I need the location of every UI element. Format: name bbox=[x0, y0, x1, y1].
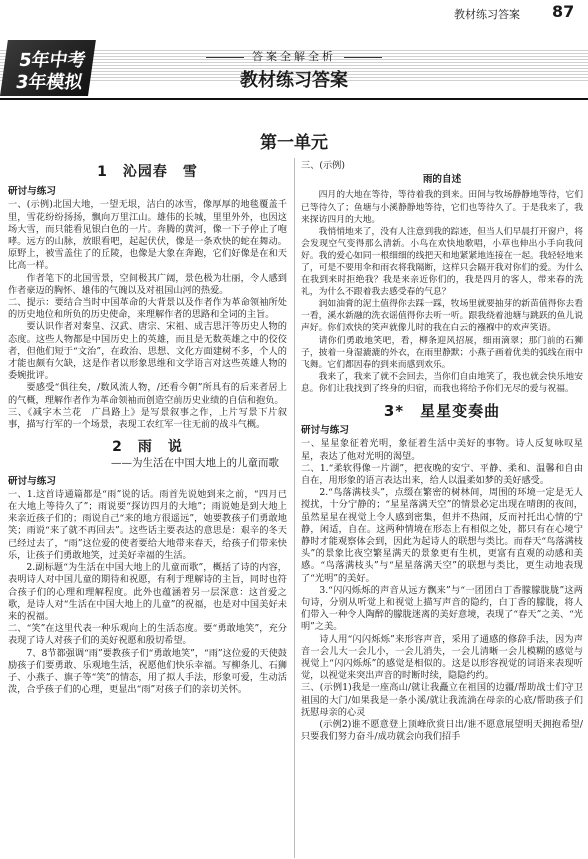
lesson-3-answer-3-1: 三、(示例1)我是一座高山/就让我矗立在祖国的边疆/帮助战士们守卫祖国的大门/如果我是一条小溪/就让我流淌在母亲的心底/帮助孩子们抚慰母亲的心灵 bbox=[301, 682, 583, 718]
lesson-1-answer-2b: 要认识作者对秦皇、汉武、唐宗、宋祖、成吉思汗等历史人物的态度。这些人物都是中国历史上的英雄，而且是无数英雄之中的佼佼者，但他们短于“文治”，在政治、思想、文化方面建树不多，个人的才能也颇有欠缺，这是作者以形象思维和文学语言对这些英雄人物的委婉批评。 bbox=[8, 321, 287, 382]
lesson-3-section-head: 研讨与练习 bbox=[301, 425, 349, 437]
essay-paragraph: 润如油膏的泥土值得你去踩一踩，牧场里就要抽芽的新苗值得你去看一看，溪水新融的洗衣谣值得你去听一听。跟我绕着池塘与跳跃的鱼儿说声好。你们欢快的笑声就像儿时的我在白云的襁褓中的欢声笑语。 bbox=[301, 299, 583, 334]
lesson-1-answer-2c: 要感受“俱往矣，/数风流人物，/还看今朝”所具有的后来者居上的气概，理解作者作为革命领袖而创造空前历史业绩的自信和抱负。 bbox=[8, 382, 287, 406]
banner-title: 教材练习答案 bbox=[240, 70, 348, 91]
lesson-3-answer-2-3: 3.“闪闪烁烁的声音从远方飘来”与“一团团白丁香朦朦胧胧”这两句诗，分别从听觉上和视觉上描写声音的隐约，白丁香的朦胧，将人们带入一种令人陶醉的朦胧迷离的美好意境，表现了“春天”之美、“光明”之美。 bbox=[301, 584, 583, 633]
essay-body bbox=[301, 189, 583, 395]
lesson-2-title: 2 雨 说 bbox=[112, 439, 183, 456]
lesson-1-title: 1 沁园春 雪 bbox=[97, 164, 198, 180]
column-divider bbox=[294, 158, 295, 858]
lesson-3-answer-3-2: (示例2)谁不愿意登上顶峰欣赏日出/谁不愿意展望明天拥抱希望/只要我们努力奋斗/成功就会向我们招手 bbox=[301, 719, 583, 743]
essay-paragraph: 四月的大地在等待，等待着我的到来。田间与牧场静静地等待，它们已等待久了；鱼塘与小溪静静地等待，它们也等待久了。于是我来了，我来探访四月的大地。 bbox=[301, 190, 583, 225]
logo-text-2: 3年模拟 bbox=[14, 72, 84, 93]
lesson-2-subtitle: ——为生活在中国大地上的儿童而歌 bbox=[111, 457, 279, 470]
lesson-3-answer-1: 一、星星象征着光明，象征着生活中美好的事物。诗人反复咏叹星星，表达了他对光明的渴望。 bbox=[301, 438, 583, 462]
lesson-1-section-head: 研讨与练习 bbox=[8, 186, 56, 198]
right-column bbox=[301, 160, 583, 743]
essay-paragraph: 我来了，我来了就不会回去，当你们自由地笑了，我也就会快乐地安息。你们让我找到了终身的归宿，而我也将给予你们无尽的爱与祝福。 bbox=[301, 371, 583, 394]
lesson-1-answer-2: 二、提示：要结合当时中国革命的大背景以及作者作为革命领袖所处的历史地位和所负的历史使命，来理解作者的思路和全词的主旨。 bbox=[8, 297, 287, 321]
lesson-2-answer-1: 一、1.这首诗通篇都是“雨”说的话。雨首先说她到来之前，“四月已在大地上等待久了”；雨说要“探访四月的大地”；雨说她是到大地上来亲近孩子们的；雨说自己“来的地方很遥远”，她要教孩子们勇敢地笑；雨说“来了就不再回去”。这些话主要表达的意思是：艰辛的冬天已经过去了，“雨”这位爱的使者要给大地带来春天，给孩子们带来快乐，让孩子们勇敢地笑，过美好幸福的生活。 bbox=[8, 488, 287, 561]
lesson-3-answer-2-3b: 诗人用“闪闪烁烁”来形容声音，采用了通感的修辞手法，因为声音一会儿大一会儿小，一会儿消失，一会儿清晰一会儿模糊的感觉与视觉上“闪闪烁烁”的感觉是相似的。这是以形容视觉的词语来表现听觉，以视觉来突出声音的时断时续，隐隐约约。 bbox=[301, 633, 583, 682]
lesson-1-answer-1b: 作者笔下的北国雪景，空间极其广阔，景色极为壮丽，令人感到作者豪迈的胸怀、雄伟的气魄以及对祖国山河的热爱。 bbox=[8, 272, 287, 296]
lesson-2-answer-2b: 7、8节都强调“雨”要教孩子们“勇敢地笑”，“雨”这位爱的天使鼓励孩子们要勇敢、乐观地生活，祝愿他们快乐幸福。写柳条儿、石狮子、小燕子、旗子等“笑”的情态，用了拟人手法，形象可爱，生动活泼，合乎孩子们的心理，更显出“雨”对孩子们的亲切关怀。 bbox=[8, 647, 287, 696]
lesson-3-answer-2-2: 2.“鸟落满枝头”，点缀在繁密的树林间，周围的环境一定是无人搅扰，十分宁静的；“星星落满天空”的情景必定出现在晴朗的夜间，虽然星星在视觉上令人感到密集，但并不热闹，反而衬托出心情的宁静，闲适，自在。这两种情境在形态上有相似之处，都只有在心境宁静时才能观察体会到，因此为起诗人的联想与类比。而春天“鸟落满枝头”的景象比夜空繁星满天的景象更有生机，更富有直观的动感和美感。“鸟落满枝头”与“星星落满天空”的联想与类比，更生动地表现了“光明”的美好。 bbox=[301, 487, 583, 584]
unit-title: 第一单元 bbox=[260, 133, 328, 153]
lesson-3-answer-2-1: 二、1.“柔软得像一片湖”，把夜晚的安宁、平静、柔和、温馨和自由自在，用形象的语言表达出来，给人以温柔如梦的美好感受。 bbox=[301, 462, 583, 487]
essay-paragraph: 请你们勇敢地笑吧，看，柳条迎风招展，细雨滴翠；那门前的石狮子，披着一身湿漉漉的外衣，在雨里静默；小燕子画着优美的弧线在雨中飞舞。它们都因春的到来而感到欢乐。 bbox=[301, 335, 583, 370]
running-title: 教材练习答案 bbox=[454, 8, 520, 21]
page-header bbox=[0, 0, 588, 30]
page-number: 87 bbox=[552, 2, 575, 21]
left-column bbox=[8, 160, 287, 696]
lesson-2-answer-1b: 2.副标题“为生活在中国大地上的儿童而歌”，概括了诗的内容，表明诗人对中国儿童的期待和祝愿，有利于理解诗的主旨，同时也符合孩子们的心理和理解程度。此外也蕴涵着另一层深意：这首爱之歌，是诗人对“生活在中国大地上的儿童”的祝福，也是对中国美好未来的祝福。 bbox=[8, 562, 287, 622]
essay-paragraph: 我悄悄地来了，没有人注意到我的踪迹，但当人们早晨打开窗户，将会发现空气变得那么清新。小鸟在欢快地歌唱，小草也伸出小手向我问好。我的爱心如同一根细细的线把天和地紧紧地连接在一起。我轻轻地来了，可是不要用伞和雨衣将我隔断，这样只会隔开我对你们的爱。为什么在我到来时拒绝我？我是来亲近你们的，我是四月的客人，带来春的洗礼，为什么不跟着我去感受春的气息？ bbox=[301, 226, 583, 298]
essay-title: 雨的自述 bbox=[422, 174, 462, 186]
lesson-3-title: 3* 星星变奏曲 bbox=[383, 402, 501, 420]
lesson-2-answer-2: 二、“笑”在这里代表一种乐观向上的生活态度。要“勇敢地笑”，充分表现了诗人对孩子们的美好祝愿和殷切希望。 bbox=[8, 623, 287, 647]
lesson-2-answer-3-label: 三、(示例) bbox=[301, 160, 345, 171]
lesson-1-answer-1: 一、(示例)北国大地，一望无垠，洁白的冰雪，像厚厚的地毯覆盖千里，雪花纷纷扬扬，飘向万里江山。雄伟的长城，里里外外，也因这场大雪，而只能看见银白色的一片。奔腾的黄河，像一下子停止了咆哮。远方的山脉，放眼看吧，起起伏伏，像是一条欢快的蛇在舞动。原野上，被雪盖住了的丘陵，也像是大象在奔跑，它们好像是在和天比高一样。 bbox=[8, 199, 287, 272]
logo-text-1: 5年中考 bbox=[17, 50, 87, 71]
banner-rule bbox=[0, 98, 588, 100]
section-banner bbox=[0, 34, 588, 104]
lesson-1-answer-3: 三、《减字木兰花 广昌路上》是写景叙事之作，上片写景下片叙事，描写行军的一个场景，表现工农红军一往无前的战斗气概。 bbox=[8, 406, 287, 431]
lesson-2-section-head: 研讨与练习 bbox=[8, 475, 56, 487]
banner-subtitle: 答案全解全析 bbox=[0, 48, 588, 64]
